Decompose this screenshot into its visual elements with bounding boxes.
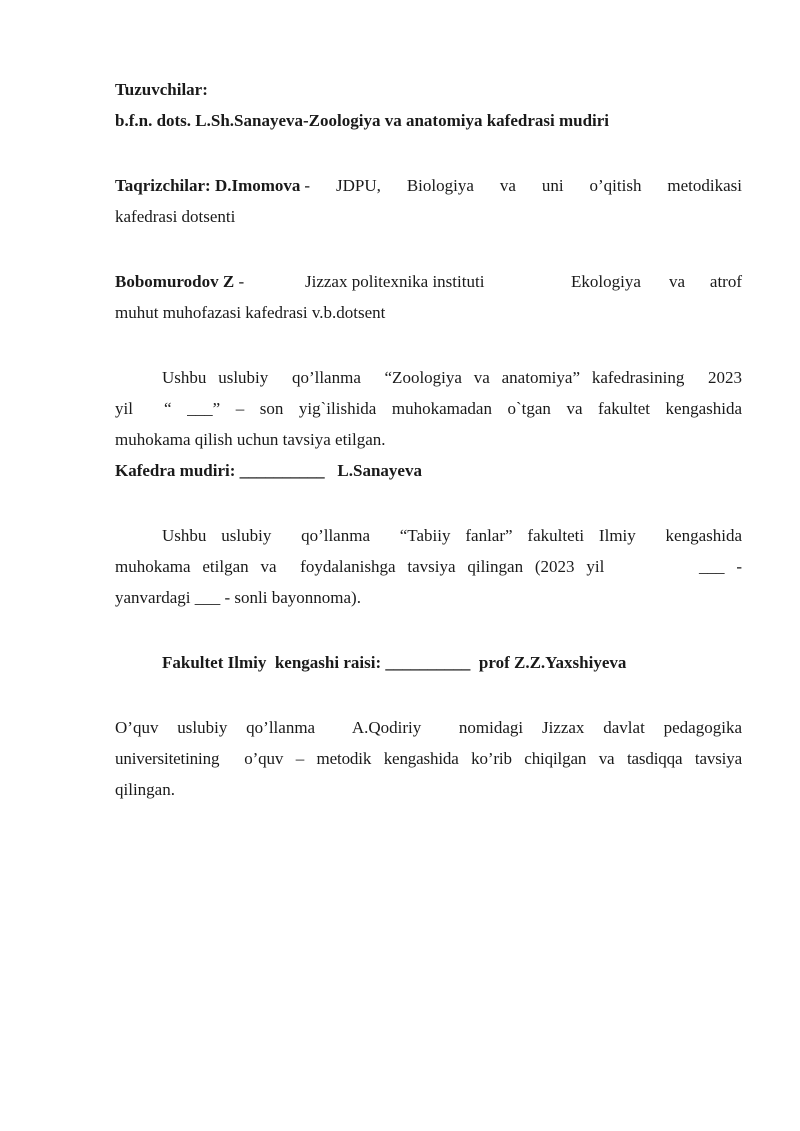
spacer: [115, 613, 742, 647]
reviewer2-dash: -: [234, 272, 249, 291]
reviewer2-org: Jizzax politexnika instituti: [305, 272, 485, 291]
spacer: [115, 678, 742, 712]
compilers-line: b.f.n. dots. L.Sh.Sanayeva-Zoologiya va anatomiya kafedrasi mudiri: [115, 111, 610, 130]
reviewers-heading: Taqrizchilar:: [115, 176, 211, 195]
university-line1: O’quv uslubiy qo’llanma A.Qodiriy nomidagi Jizzax davlat pedagogika: [115, 718, 742, 737]
spacer: [115, 136, 742, 170]
faculty-paragraph-line2: muhokama etilgan va foydalanishga tavsiya qilingan (2023 yil ___ -: [115, 557, 742, 576]
reviewer-2: [115, 266, 742, 328]
department-approval: [115, 362, 742, 486]
reviewer-1: [115, 170, 742, 232]
university-line2: universitetining o’quv – metodik kengashida ko’rib chiqilgan va tasdiqqa tavsiya: [115, 749, 742, 768]
reviewer1-desc-line1: - JDPU, Biologiya va uni o’qitish metodikasi: [304, 176, 742, 195]
dept-head-signature: [115, 455, 742, 486]
reviewer2-dept-a: Ekologiya: [571, 272, 641, 291]
university-approval: [115, 712, 742, 805]
university-line3: qilingan.: [115, 780, 175, 799]
dept-head-name: L.Sanayeva: [337, 461, 422, 480]
reviewer2-dept-b: va: [669, 272, 686, 291]
reviewer2-name: Bobomurodov Z: [115, 272, 235, 291]
spacer: [115, 486, 742, 520]
faculty-paragraph-line3: yanvardagi ___ - sonli bayonnoma).: [115, 588, 361, 607]
dept-paragraph-line1: Ushbu uslubiy qo’llanma “Zoologiya va anatomiya” kafedrasining 2023: [162, 368, 742, 387]
compilers-heading: Tuzuvchilar:: [115, 80, 208, 99]
spacer: [115, 232, 742, 266]
dept-paragraph-line3: muhokama qilish uchun tavsiya etilgan.: [115, 430, 386, 449]
document-page: [115, 74, 742, 805]
reviewer2-line2: muhut muhofazasi kafedrasi v.b.dotsent: [115, 303, 386, 322]
dept-head-label: Kafedra mudiri: __________: [115, 461, 325, 480]
faculty-chair-signature: [115, 647, 742, 678]
faculty-chair-label: Fakultet Ilmiy kengashi raisi: __________: [162, 653, 471, 672]
faculty-chair-name: prof Z.Z.Yaxshiyeva: [478, 653, 627, 672]
spacer: [115, 328, 742, 362]
reviewer1-name: D.Imomova: [214, 176, 301, 195]
dept-paragraph-line2: yil “ ___” – son yig`ilishida muhokamadan o`tgan va fakultet kengashida: [115, 399, 742, 418]
reviewer2-dept-c: atrof: [709, 272, 742, 291]
faculty-paragraph-line1: Ushbu uslubiy qo’llanma “Tabiiy fanlar” fakulteti Ilmiy kengashida: [162, 526, 742, 545]
faculty-approval: [115, 520, 742, 613]
reviewer1-desc-line2: kafedrasi dotsenti: [115, 207, 236, 226]
